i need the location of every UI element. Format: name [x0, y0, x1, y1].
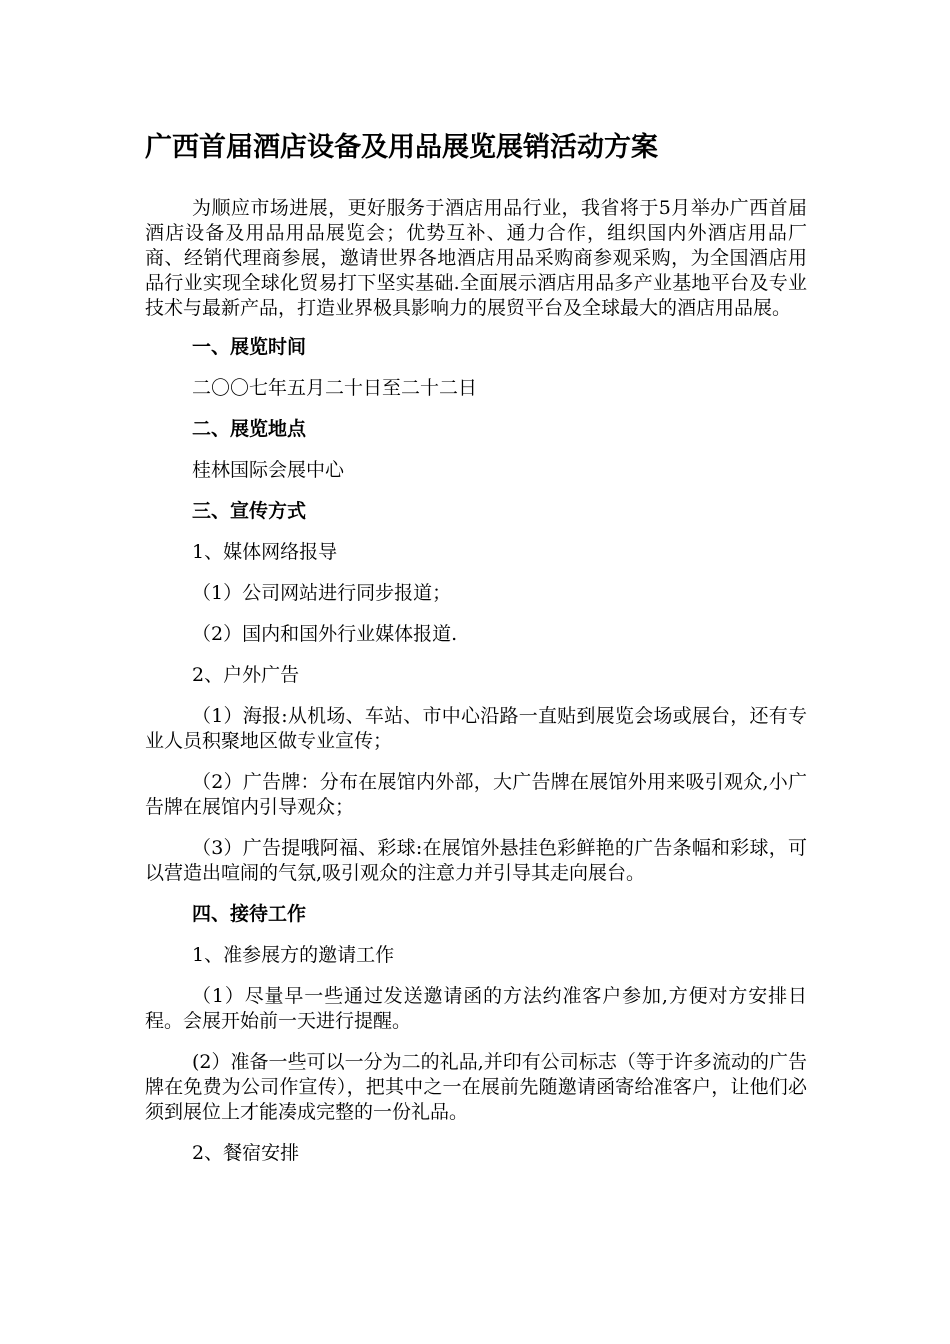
document-title: 广西首届酒店设备及用品展览展销活动方案 — [145, 132, 658, 163]
section-heading-reception: 四、接待工作 — [192, 903, 307, 925]
section-heading-venue: 二、展览地点 — [192, 418, 307, 440]
outdoor-ad-poster: （1）海报:从机场、车站、市中心沿路一直贴到展览会场或展台，还有专业人员积聚地区做专业宣传； — [145, 705, 807, 752]
reception-invitation-item-2: (2）准备一些可以一分为二的礼品,并印有公司标志（等于许多流动的广告牌在免费为公司作宣传），把其中之一在展前先随邀请函寄给准客户，让他们必须到展位上才能凑成完整的一份礼品。 — [145, 1051, 807, 1123]
reception-subheading-invitation: 1、准参展方的邀请工作 — [192, 944, 395, 966]
document-body — [145, 128, 807, 1182]
outdoor-ad-billboard: （2）广告牌：分布在展馆内外部，大广告牌在展馆外用来吸引观众,小广告牌在展馆内引导观众； — [145, 771, 807, 818]
section-heading-promotion: 三、宣传方式 — [192, 500, 307, 522]
promotion-subheading-outdoor: 2、户外广告 — [192, 664, 300, 686]
exhibition-venue: 桂林国际会展中心 — [192, 459, 345, 481]
section-heading-time: 一、展览时间 — [192, 336, 307, 358]
exhibition-date: 二〇〇七年五月二十日至二十二日 — [192, 377, 478, 399]
promotion-item-website: （1）公司网站进行同步报道； — [192, 582, 452, 604]
promotion-item-media: （2）国内和国外行业媒体报道. — [192, 623, 458, 645]
outdoor-ad-banner: （3）广告提哦阿福、彩球:在展馆外悬挂色彩鲜艳的广告条幅和彩球，可以营造出喧闹的气氛,吸引观众的注意力并引导其走向展台。 — [145, 837, 807, 884]
reception-invitation-item-1: （1）尽量早一些通过发送邀请函的方法约准客户参加,方便对方安排日程。会展开始前一天进行提醒。 — [145, 985, 807, 1032]
promotion-subheading-media: 1、媒体网络报导 — [192, 541, 338, 563]
intro-paragraph: 为顺应市场进展，更好服务于酒店用品行业，我省将于5月举办广西首届酒店设备及用品用品展览会；优势互补、通力合作，组织国内外酒店用品厂商、经销代理商参展，邀请世界各地酒店用品采购商参观采购，为全国酒店用品行业实现全球化贸易打下坚实基础.全面展示酒店用品多产业基地平台及专业技术与最新产品，打造业界极具影响力的展贸平台及全球最大的酒店用品展。 — [145, 197, 807, 319]
reception-subheading-lodging: 2、餐宿安排 — [192, 1142, 300, 1164]
